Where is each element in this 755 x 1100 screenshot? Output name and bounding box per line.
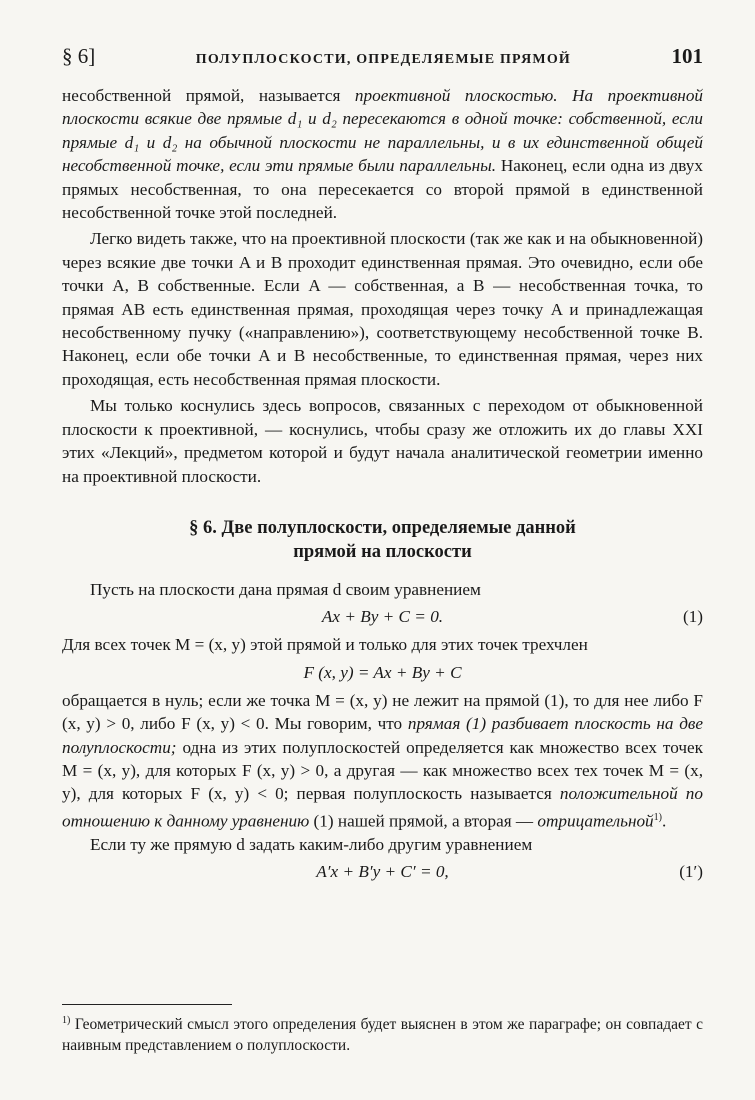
para6-text-d: . (662, 811, 667, 831)
para6-text-b: одна из этих полуплоскостей определяется как множество всех точек M = (x, y), для которых F (x, y) > 0, а другая — как множество всех тех точек M = (x, y), для которых F (x, y) < 0; первая полуплоскость называется (62, 737, 703, 804)
para6-italic-c: отрицательной (537, 811, 654, 831)
footnote-divider (62, 1004, 232, 1005)
paragraph-1 (62, 84, 703, 224)
paragraph-4: Пусть на плоскости дана прямая d своим уравнением (90, 579, 481, 599)
page-body (62, 84, 703, 888)
formula-3-number: (1′) (679, 862, 703, 882)
section-heading-line-2: прямой на плоскости (293, 541, 472, 562)
footnote-text: Геометрический смысл этого определения будет выяснен в этом же параграфе; он совпадает с наивным представлением о полуплоскости. (62, 1016, 703, 1055)
para1-text-b: Наконец, если одна из двух прямых несобственная, то она пересекается со второй прямой в единственной несобственной точке этой последней. (62, 156, 703, 223)
paragraph-6 (62, 689, 703, 833)
paragraph-7: Если ту же прямую d задать каким-либо другим уравнением (90, 834, 533, 854)
formula-2-expr: F (x, y) = Ax + By + C (303, 662, 462, 682)
formula-3 (62, 859, 703, 885)
formula-3-expr: A′x + B′y + C′ = 0, (316, 862, 449, 882)
footnote-number: 1) (62, 1015, 71, 1026)
footnote (62, 1010, 703, 1056)
formula-1-number: (1) (682, 607, 703, 627)
para1-text-a: несобственной прямой, называется (62, 86, 355, 105)
paragraph-2: Легко видеть также, что на проективной плоскости (так же как и на обыкновенной) через всякие две точки A и B проходит единственная прямая. Это очевидно, если обе точки A, B собственные. Если A — собственная, а B — несобственная точка, то прямая AB есть единственная прямая, проходящая через точку A и принадлежащая несобственному пучку («направлению»), соответствующему несобственной точке B. Наконец, если обе точки A и B несобственные, то единственная прямая, через них проходящая, есть несобственная прямая плоскости. (62, 229, 703, 389)
paragraph-5: Для всех точек M = (x, y) этой прямой и только для этих точек трехчлен (62, 635, 588, 655)
running-header (62, 44, 703, 74)
formula-2 (62, 660, 703, 686)
para6-italic-b: положительной по отношению к данному уравнению (62, 784, 703, 831)
formula-1 (62, 604, 703, 630)
formula-1-expr: Ax + By + C = 0. (321, 607, 444, 627)
header-title: ПОЛУПЛОСКОСТИ, ОПРЕДЕЛЯЕМЫЕ ПРЯМОЙ (195, 52, 571, 67)
para6-italic-a: прямая (1) разбивает плоскость на две полуплоскости; (62, 714, 703, 757)
header-section: § 6] (62, 44, 96, 68)
para1-italic: проективной плоскостью. На проективной плоскости всякие две прямые d₁ и d₂ пересекаются в одной точке: собственной, если прямые d₁ и d₂ на обычной плоскости не параллельны, и в их единственной общей несобственной точке, если эти прямые были параллельны. (62, 86, 704, 176)
para6-text-c: (1) нашей прямой, а вторая — (309, 811, 538, 831)
paragraph-3: Мы только коснулись здесь вопросов, связанных с переходом от обыкновенной плоскости к проективной, — коснулись, чтобы сразу же отложить их до главы XXI этих «Лекций», предметом которой и будут начала аналитической геометрии именно на проективной плоскости. (62, 396, 703, 486)
page-number: 101 (671, 44, 703, 68)
footnote-mark[interactable]: 1) (653, 811, 662, 823)
para6-text-a: обращается в нуль; если же точка M = (x, y) не лежит на прямой (1), то для нее либо F (x, y) > 0, либо F (x, y) < 0. Мы говорим, что (62, 690, 703, 734)
section-heading (62, 516, 703, 564)
section-heading-line-1: § 6. Две полуплоскости, определяемые данной (189, 517, 576, 538)
